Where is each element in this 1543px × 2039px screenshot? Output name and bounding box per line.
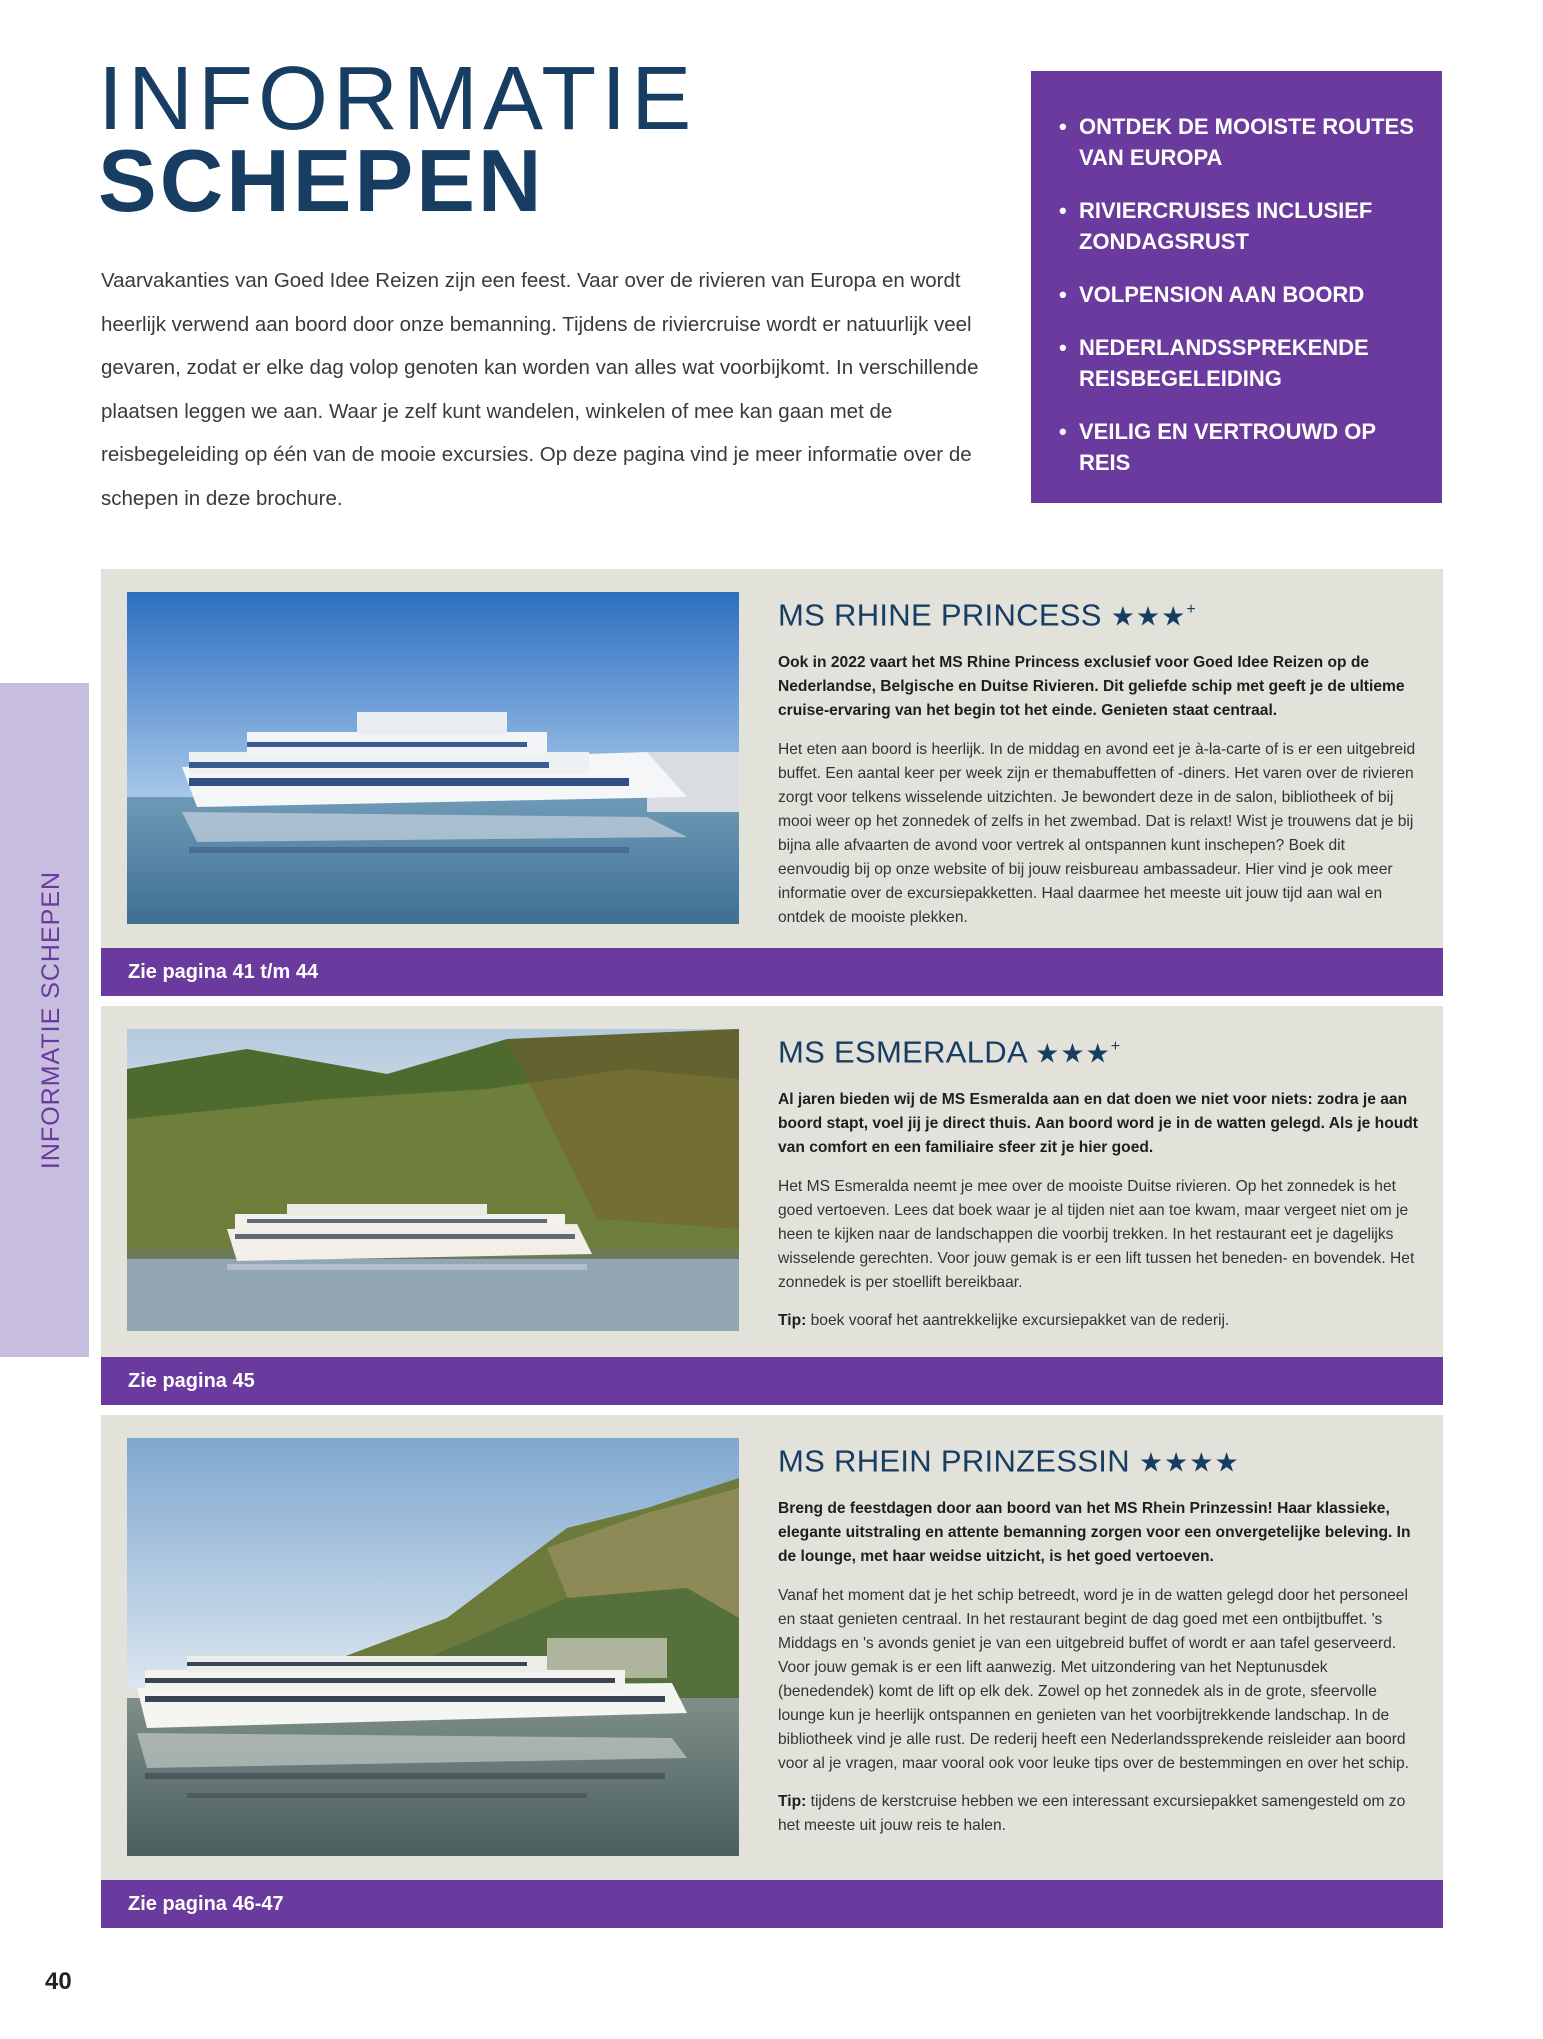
ship-tip: Tip: boek vooraf het aantrekkelijke excursiepakket van de rederij.: [778, 1312, 1230, 1330]
ship-content: [778, 589, 1418, 930]
rating-stars: ★★★★: [1138, 1447, 1240, 1478]
ship-card-rhein-prinzessin: [101, 1415, 1443, 1928]
ship-lead: Ook in 2022 vaart het MS Rhine Princess exclusief voor Goed Idee Reizen op de Nederlandse, Belgische en Duitse Rivieren. Dit geliefde schip met geeft je de ultieme cruise-ervaring van het begin tot het einde. Genieten staat centraal.: [778, 654, 1405, 720]
side-tab: [0, 683, 89, 1357]
ship-content: [778, 1026, 1418, 1333]
ship-content: [778, 1435, 1418, 1838]
highlight-item: • NEDERLANDSSPREKENDE REISBEGELEIDING: [1059, 332, 1422, 394]
ship-name: MS RHINE PRINCESS ★★★+: [778, 597, 1196, 633]
rating-stars: ★★★: [1035, 1038, 1111, 1069]
ship-description: Het eten aan boord is heerlijk. In de middag en avond eet je à-la-carte of is er een uitgebreid buffet. Een aantal keer per week zijn er themabuffetten of -diners. Het varen over de rivieren zorgt voor telkens wisselende uitzichten. Je bewondert deze in de salon, bibliotheek of bij mooi weer op het zonnedek of zelfs in het zwembad. Dat is relaxt! Wist je trouwens dat je bij bijna alle afvaarten de avond voor vertrek al ontspannen kunt inschepen? Boek dit eenvoudig bij op onze website of bij jouw reisbureau ambassadeur. Hier vind je ook meer informatie over de excursiepakketten. Haal daarmee het meeste uit jouw tijd aan wal en ontdek de mooiste plekken.: [778, 741, 1416, 927]
ship-description: Het MS Esmeralda neemt je mee over de mooiste Duitse rivieren. Op het zonnedek is het goed vertoeven. Lees dat boek waar je al tijden niet aan toe kwam, maar vergeet niet om je heen te kijken naar de landschappen die voorbij trekken. In het restaurant eet je dagelijks wisselende gerechten. Voor jouw gemak is er een lift tussen het beneden- en bovendek. Het zonnedek is per stoellift bereikbaar.: [778, 1178, 1415, 1292]
page-title-line1: INFORMATIE: [98, 49, 697, 149]
intro-text: Vaarvakanties van Goed Idee Reizen zijn een feest. Vaar over de rivieren van Europa en wordt heerlijk verwend aan boord door onze bemanning. Tijdens de riviercruise wordt er natuurlijk veel gevaren, zodat er elke dag volop genoten kan worden van alles wat voorbijkomt. In verschillende plaatsen leggen we aan. Waar je zelf kunt wandelen, winkelen of mee kan gaan met de reisbegeleiding op één van de mooie excursies. Op deze pagina vind je meer informatie over de schepen in deze brochure.: [101, 269, 979, 510]
ship-photo: [127, 592, 739, 924]
ship-photo-illustration: [127, 592, 739, 924]
ship-description: Vanaf het moment dat je het schip betreedt, word je in de watten gelegd door het personeel en staat genieten centraal. In het restaurant begint de dag goed met een ontbijtbuffet. 's Middags en 's avonds geniet je van een uitgebreid buffet of wordt er aan tafel geserveerd. Voor jouw gemak is er een lift aanwezig. Met uitzondering van het Neptunusdek (benedendek) komt de lift op elk dek. Zowel op het zonnedek als in de grote, sfeervolle lounge kun je heerlijk ontspannen en genieten van het voorbijtrekkende landschap. In de bibliotheek vind je alle rust. De rederij heeft een Nederlandssprekende reisleider aan boord voor al je vragen, maar vooral ook voor leuke tips over de bestemmingen en over het schip.: [778, 1587, 1410, 1773]
ship-photo-illustration: [127, 1029, 739, 1331]
ship-photo: [127, 1029, 739, 1331]
ship-photo-illustration: [127, 1438, 739, 1856]
page-reference-bar: Zie pagina 41 t/m 44: [101, 948, 1443, 996]
ship-card-rhine-princess: [101, 569, 1443, 996]
ship-lead: Al jaren bieden wij de MS Esmeralda aan en dat doen we niet voor niets: zodra je aan boord stapt, voel jij je direct thuis. Aan boord word je in de watten gelegd. Als je houdt van comfort en een familiaire sfeer zit je hier goed.: [778, 1091, 1418, 1157]
ship-photo: [127, 1438, 739, 1856]
page-title-line2: SCHEPEN: [98, 131, 545, 230]
page-reference-bar: Zie pagina 45: [101, 1357, 1443, 1405]
ship-lead: Breng de feestdagen door aan boord van het MS Rhein Prinzessin! Haar klassieke, elegante uitstraling en attente bemanning zorgen voor een onvergetelijke beleving. In de lounge, met haar weidse uitzicht, is het goed vertoeven.: [778, 1500, 1411, 1566]
ship-name: MS ESMERALDA ★★★+: [778, 1034, 1121, 1070]
page-reference-bar: Zie pagina 46-47: [101, 1880, 1443, 1928]
highlight-item: • RIVIERCRUISES INCLUSIEF ZONDAGSRUST: [1059, 195, 1422, 257]
ship-card-esmeralda: [101, 1006, 1443, 1405]
side-tab-label: INFORMATIE SCHEPEN: [36, 870, 65, 1170]
highlight-item: • VEILIG EN VERTROUWD OP REIS: [1059, 416, 1422, 478]
highlight-item: • VOLPENSION AAN BOORD: [1059, 279, 1422, 310]
highlight-item: • ONTDEK DE MOOISTE ROUTES VAN EUROPA: [1059, 111, 1422, 173]
rating-stars: ★★★: [1110, 601, 1187, 632]
highlights-box: [1031, 71, 1442, 503]
ship-tip: Tip: tijdens de kerstcruise hebben we een interessant excursiepakket samengesteld om zo het meeste uit jouw reis te halen.: [778, 1793, 1406, 1835]
ship-name: MS RHEIN PRINZESSIN ★★★★: [778, 1443, 1240, 1479]
page-number: 40: [45, 1968, 72, 1995]
